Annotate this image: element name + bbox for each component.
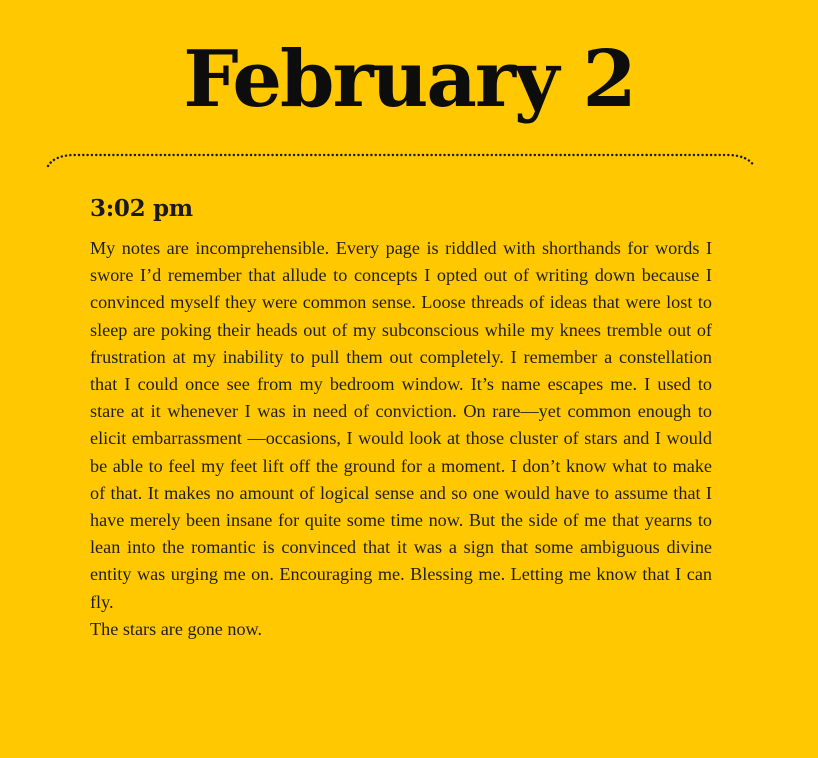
entry-closing: The stars are gone now.: [90, 618, 263, 639]
page-title: February 2: [183, 34, 635, 125]
entry-body: My notes are incomprehensible. Every page is riddled with shorthands for words I swore I’d remember that allude to concepts I opted out of writing down because I convinced myself they were common sense. Loose threads of ideas that were lost to sleep are poking their heads out of my subconscious while my knees tremble out of frustration at my inability to pull them out completely. I remember a constellation that I could once see from my bedroom window. It’s name escapes me. I used to stare at it whenever I was in need of conviction. On rare—yet common enough to elicit embarrassment —occasions, I would look at those cluster of stars and I would be able to feel my feet lift off the ground for a moment. I don’t know what to make of that. It makes no amount of logical sense and so one would have to assume that I have merely been insane for quite some time now. But the side of me that yearns to lean into the romantic is convinced that it was a sign that some ambiguous divine entity was urging me on. Encouraging me. Blessing me. Letting me know that I can fly.: [90, 238, 712, 612]
dotted-divider: [46, 148, 756, 168]
journal-entry: [90, 192, 712, 643]
entry-time: 3:02 pm: [90, 195, 193, 222]
